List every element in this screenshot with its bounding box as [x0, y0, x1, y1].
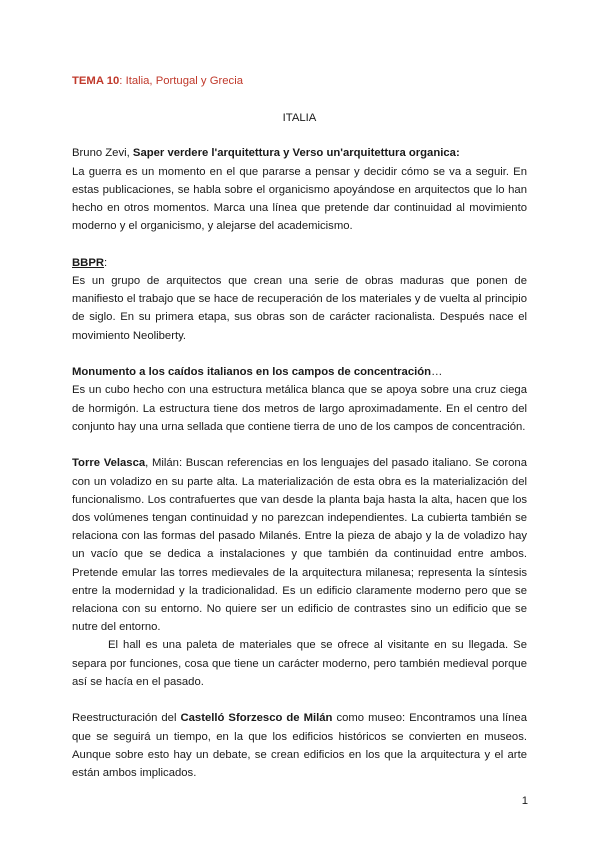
heading-suffix: :	[104, 256, 108, 269]
heading-author: Bruno Zevi,	[72, 147, 133, 160]
block-body	[72, 454, 527, 636]
lead-castello: Castelló Sforzesco de Milán	[180, 712, 333, 725]
heading-works: Saper verdere l'arquitettura y Verso un'arquitettura organica:	[132, 147, 460, 160]
block-body: La guerra es un momento en el que pararse a pensar y decidir cómo se va a seguir. En estas publicaciones, se habla sobre el organicismo apoyándose en arquitectos que lo han hecho en otros momentos. Marca una línea que pretende dar continuidad al movimiento moderno y el organicismo, y alejarse del academicismo.	[72, 165, 527, 233]
block-heading	[72, 363, 527, 381]
page-content	[72, 72, 527, 782]
block-heading	[72, 144, 527, 162]
indented-paragraph-hall: El hall es una paleta de materiales que se ofrece al visitante en su llegada. Se separa por funciones, cosa que tiene un carácter moderno, pero también medieval porque así se hacía en el pasado.	[72, 639, 527, 688]
block-body	[72, 709, 527, 782]
title-topic-number: TEMA 10	[72, 75, 120, 87]
page-number: 1	[521, 795, 528, 807]
section-heading-italia: ITALIA	[282, 112, 317, 125]
heading-bbpr: BBPR	[72, 256, 105, 269]
block-torre-velasca	[72, 454, 527, 691]
heading-suffix: …	[431, 366, 443, 379]
block-heading	[72, 254, 527, 272]
heading-monumento: Monumento a los caídos italianos en los campos de concentración	[72, 366, 432, 379]
block-body: Es un grupo de arquitectos que crean una serie de obras maduras que ponen de manifiesto el trabajo que se hace de recuperación de los materiales y de vuelta al principio de siglo. En su primera etapa, sus obras son de carácter racionalista. Después nace el movimiento Neoliberty.	[72, 275, 527, 342]
block-monumento	[72, 363, 527, 436]
block-body: Es un cubo hecho con una estructura metálica blanca que se apoya sobre una cruz ciega de hormigón. La estructura tiene dos metros de largo aproximadamente. En el centro del conjunto hay una urna sellada que contiene tierra de uno de los campos de concentración.	[72, 384, 527, 433]
lead-text: , Milán: Buscan referencias en los lenguajes del pasado italiano. Se corona con un voladizo en su parte alta. La materialización de esta obra es la materialización del funcionalismo. Los contrafuertes que van desde la planta baja hasta la alta, hacen que los dos volúmenes tengan continuidad y no parezcan independientes. La cubierta también se relaciona con las formas del pasado Milanés. Entre la pieza de abajo y la de voladizo hay un vacío que se dedica a instalaciones y que también da continuidad entre ambos. Pretende emular las torres medievales de la arquitectura milanesa; representa la síntesis entre la modernidad y la tradicionalidad. Es un edificio claramente moderno pero que se relaciona con su entorno. No quiere ser un edificio de contrastes sino un edificio que se nutre del entorno.	[72, 457, 527, 634]
block-bruno-zevi	[72, 144, 527, 235]
block-bbpr	[72, 254, 527, 345]
document-title	[72, 72, 527, 90]
lead-torre-velasca: Torre Velasca	[72, 457, 146, 470]
lead-text: como museo: Encontramos una línea que se seguirá un tiempo, en la que los edificios históricos se convierten en museos. Aunque sobre esto hay un debate, se crean edificios en los que la arquitectura y el arte están ambos implicados.	[72, 712, 527, 780]
block-castello-sforzesco	[72, 709, 527, 782]
title-topic-name: : Italia, Portugal y Grecia	[119, 75, 243, 87]
lead-prefix: Reestructuración del	[72, 712, 181, 725]
